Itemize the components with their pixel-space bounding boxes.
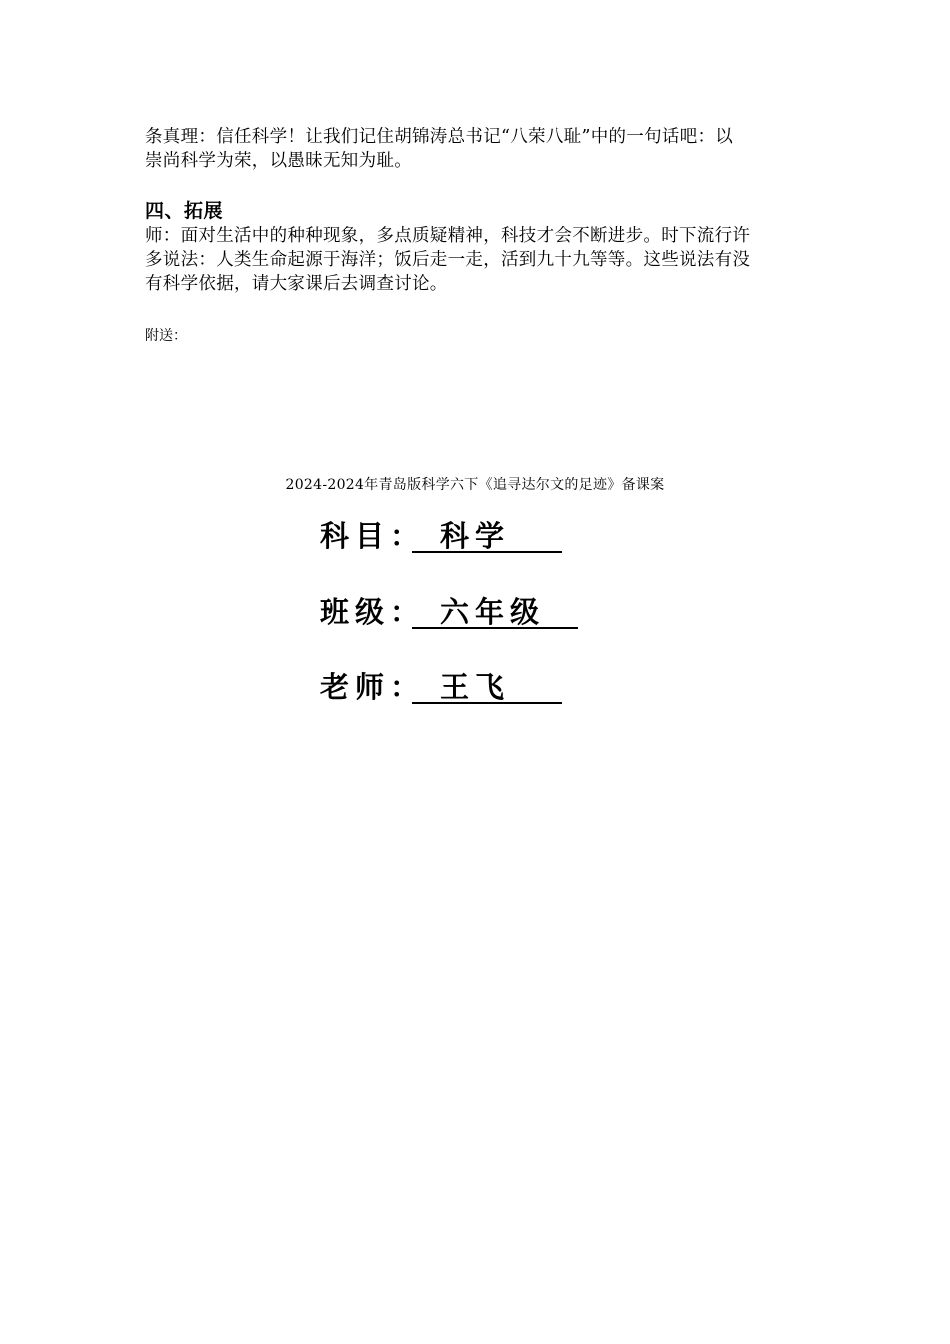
paragraph-line: 崇尚科学为荣，以愚昧无知为耻。 <box>145 151 412 171</box>
teacher-label: 老师： <box>320 670 426 704</box>
paragraph-line: 多说法：人类生命起源于海洋；饭后走一走，活到九十九等等。这些说法有没 <box>145 250 751 270</box>
class-label: 班级： <box>320 595 426 629</box>
subject-value: 科学 <box>412 519 562 553</box>
section-paragraph <box>145 224 810 296</box>
subject-field <box>320 519 511 559</box>
class-value: 六年级 <box>412 595 578 629</box>
top-paragraph <box>145 125 810 173</box>
section-heading: 四、拓展 <box>145 200 224 222</box>
subject-label: 科目： <box>320 519 426 553</box>
paragraph-line: 师：面对生活中的种种现象，多点质疑精神，科技才会不断进步。时下流行许 <box>145 226 751 246</box>
attachment-label: 附送： <box>145 328 187 344</box>
teacher-value: 王飞 <box>412 670 562 704</box>
paragraph-line: 条真理：信任科学！让我们记住胡锦涛总书记“八荣八耻”中的一句话吧：以 <box>145 127 734 147</box>
paragraph-line: 有科学依据，请大家课后去调查讨论。 <box>145 274 448 294</box>
teacher-field <box>320 670 511 710</box>
cover-title: 2024-2024年青岛版科学六下《追寻达尔文的足迹》备课案 <box>285 477 665 493</box>
class-field <box>320 595 546 635</box>
